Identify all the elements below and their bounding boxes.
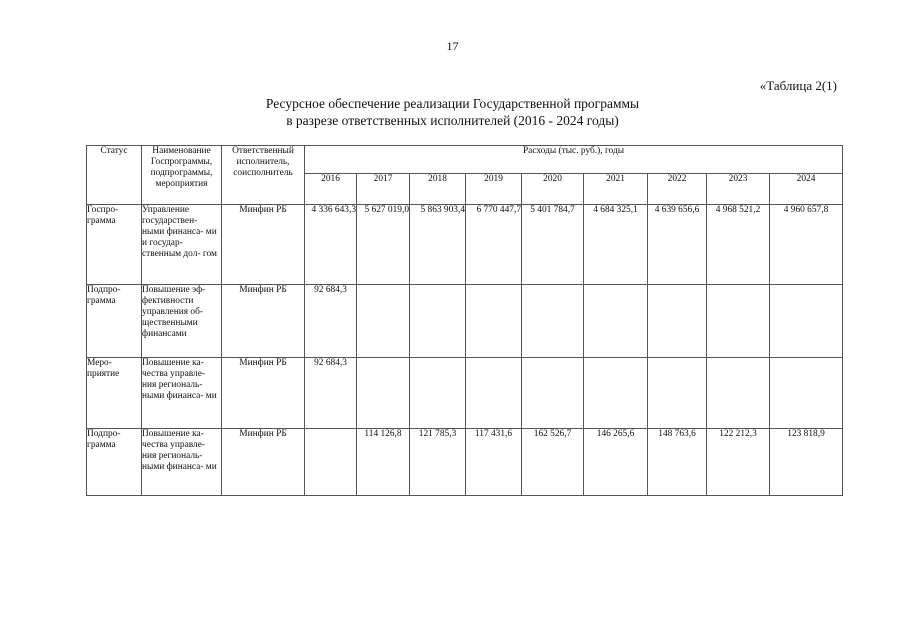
row-executor: Минфин РБ <box>222 429 305 496</box>
year-header: 2021 <box>584 174 648 205</box>
value-cell: 121 785,3 <box>410 429 466 496</box>
value-cell <box>466 285 522 358</box>
value-cell <box>770 285 843 358</box>
value-cell: 5 401 784,7 <box>522 205 584 285</box>
row-status: Госпро- грамма <box>87 205 142 285</box>
header-executor: Ответственный исполнитель, соисполнитель <box>222 146 305 205</box>
value-cell: 92 684,3 <box>305 358 357 429</box>
table-title <box>0 95 905 129</box>
value-cell <box>584 285 648 358</box>
year-header: 2016 <box>305 174 357 205</box>
resource-table <box>86 145 843 496</box>
value-cell: 4 336 643,3 <box>305 205 357 285</box>
value-cell <box>357 358 410 429</box>
page-number: 17 <box>446 39 459 53</box>
table-row <box>87 205 843 285</box>
year-header: 2023 <box>707 174 770 205</box>
value-cell: 114 126,8 <box>357 429 410 496</box>
value-cell <box>770 358 843 429</box>
value-cell <box>410 285 466 358</box>
value-cell <box>522 285 584 358</box>
row-executor: Минфин РБ <box>222 358 305 429</box>
title-line-2: в разрезе ответственных исполнителей (2016 - 2024 годы) <box>286 113 619 128</box>
value-cell <box>584 358 648 429</box>
row-name: Повышение ка- чества управле- ния региональ- ными финанса- ми <box>142 429 222 496</box>
value-cell <box>648 285 707 358</box>
value-cell: 146 265,6 <box>584 429 648 496</box>
value-cell: 122 212,3 <box>707 429 770 496</box>
year-header: 2022 <box>648 174 707 205</box>
value-cell <box>707 285 770 358</box>
header-expenses: Расходы (тыс. руб.), годы <box>305 146 843 174</box>
value-cell: 5 863 903,4 <box>410 205 466 285</box>
value-cell <box>357 285 410 358</box>
value-cell: 92 684,3 <box>305 285 357 358</box>
value-cell: 4 960 657,8 <box>770 205 843 285</box>
year-header: 2024 <box>770 174 843 205</box>
value-cell: 162 526,7 <box>522 429 584 496</box>
year-header: 2019 <box>466 174 522 205</box>
title-line-1: Ресурсное обеспечение реализации Государственной программы <box>265 96 640 111</box>
value-cell <box>410 358 466 429</box>
value-cell <box>466 358 522 429</box>
table-row <box>87 429 843 496</box>
row-executor: Минфин РБ <box>222 205 305 285</box>
value-cell: 4 639 656,6 <box>648 205 707 285</box>
value-cell <box>648 358 707 429</box>
row-status: Подпро- грамма <box>87 285 142 358</box>
value-cell: 117 431,6 <box>466 429 522 496</box>
value-cell: 148 763,6 <box>648 429 707 496</box>
row-name: Повышение эф- фективности управления об- щественными финансами <box>142 285 222 358</box>
row-executor: Минфин РБ <box>222 285 305 358</box>
year-header: 2020 <box>522 174 584 205</box>
table-reference: «Таблица 2(1) <box>759 78 837 93</box>
value-cell: 5 627 019,0 <box>357 205 410 285</box>
value-cell <box>522 358 584 429</box>
year-header: 2017 <box>357 174 410 205</box>
table-row <box>87 285 843 358</box>
header-status: Статус <box>87 146 142 205</box>
value-cell: 4 684 325,1 <box>584 205 648 285</box>
row-name: Управление государствен- ными финанса- ми и государ- ственным дол- гом <box>142 205 222 285</box>
value-cell <box>707 358 770 429</box>
row-name: Повышение ка- чества управле- ния региональ- ными финанса- ми <box>142 358 222 429</box>
year-header: 2018 <box>410 174 466 205</box>
row-status: Подпро- грамма <box>87 429 142 496</box>
value-cell <box>305 429 357 496</box>
value-cell: 4 968 521,2 <box>707 205 770 285</box>
value-cell: 6 770 447,7 <box>466 205 522 285</box>
row-status: Меро- приятие <box>87 358 142 429</box>
table-row <box>87 358 843 429</box>
value-cell: 123 818,9 <box>770 429 843 496</box>
header-name: Наименование Госпрограммы, подпрограммы, мероприятия <box>142 146 222 205</box>
